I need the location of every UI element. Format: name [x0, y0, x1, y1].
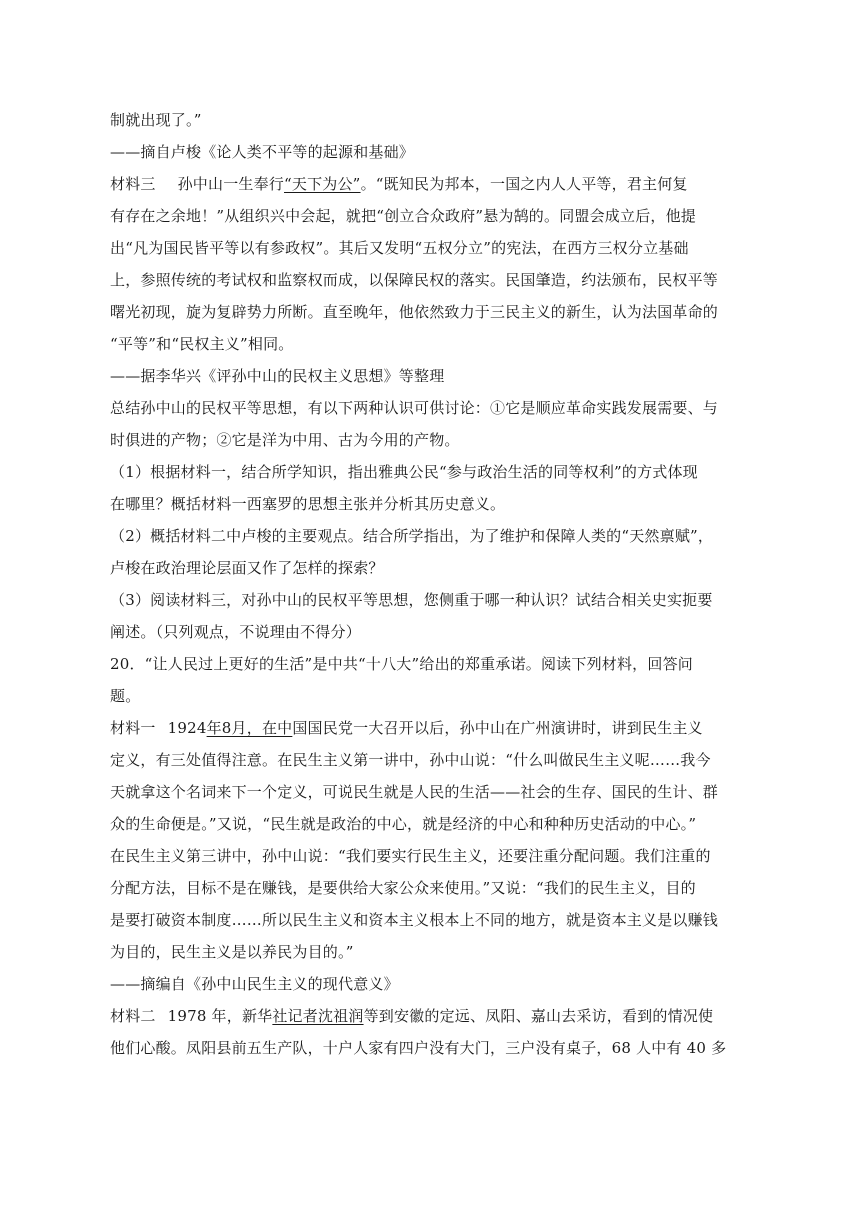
text-span: 卢梭在政治理论层面又作了怎样的探索？ [110, 559, 384, 577]
material-1-heading [110, 712, 760, 744]
text-span: 在哪里？概括材料一西塞罗的思想主张并分析其历史意义。 [110, 495, 506, 513]
text-span: 题。 [110, 687, 141, 705]
document-body [110, 104, 760, 1064]
text-line [110, 424, 760, 456]
text-span: 。“既知民为邦本，一国之内人人平等，君主何复 [360, 175, 688, 193]
material-2-heading [110, 1000, 760, 1032]
material-3-heading [110, 168, 760, 200]
material-label: 材料二 [110, 1007, 156, 1025]
text-line [110, 328, 760, 360]
underlined-text: 社记者沈祖润 [272, 1007, 364, 1025]
text-span: 出“凡为国民皆平等以有参政权”。其后又发明“五权分立”的宪法，在西方三权分立基础 [110, 239, 689, 257]
text-line [110, 872, 760, 904]
question-2 [110, 520, 760, 552]
text-span: 定义，有三处值得注意。在民生主义第一讲中，孙中山说：“什么叫做民生主义呢……我今 [110, 751, 711, 769]
text-line [110, 200, 760, 232]
text-line [110, 264, 760, 296]
text-span: 为目的，民生主义是以养民为目的。” [110, 943, 354, 961]
text-span: 制就出现了。” [110, 111, 202, 129]
text-span: ——摘自卢梭《论人类不平等的起源和基础》 [110, 143, 415, 161]
text-span: 20．“让人民过上更好的生活”是中共“十八大”给出的郑重承诺。阅读下列材料，回答问 [110, 655, 693, 673]
text-line [110, 904, 760, 936]
text-span: “平等”和“民权主义”相同。 [110, 335, 294, 353]
text-span: 总结孙中山的民权平等思想，有以下两种认识可供讨论：①它是顺应革命实践发展需要、与 [110, 399, 719, 417]
text-line [110, 552, 760, 584]
text-span: ——据李华兴《评孙中山的民权主义思想》等整理 [110, 367, 445, 385]
text-line [110, 1032, 760, 1064]
source-citation [110, 360, 760, 392]
text-span: 阐述。（只列观点，不说理由不得分） [110, 623, 361, 641]
text-line [110, 808, 760, 840]
underlined-text: “天下为公” [284, 175, 361, 193]
text-span: 国国民党一大召开以后，孙中山在广州演讲时，讲到民生主义 [292, 719, 703, 737]
source-citation [110, 136, 760, 168]
text-span: 时俱进的产物；②它是洋为中用、古为今用的产物。 [110, 431, 460, 449]
text-line [110, 104, 760, 136]
text-line [110, 392, 760, 424]
text-line [110, 936, 760, 968]
text-span: ——摘编自《孙中山民生主义的现代意义》 [110, 975, 399, 993]
text-span: 天就拿这个名词来下一个定义，可说民生就是人民的生活——社会的生存、国民的生计、群 [110, 783, 719, 801]
text-span: 分配方法，目标不是在赚钱，是要供给大家公众来使用。”又说：“我们的民生主义，目的 [110, 879, 696, 897]
text-span: 上，参照传统的考试权和监察权而成，以保障民权的落实。民国肇造，约法颁布，民权平等 [110, 271, 719, 289]
text-span: 1924 [167, 719, 207, 737]
text-line [110, 296, 760, 328]
text-span: 他们心酸。凤阳县前五生产队，十户人家有四户没有大门，三户没有桌子，68 人中有 40 多 [110, 1039, 727, 1057]
text-line [110, 744, 760, 776]
text-span: 曙光初现，旋为复辟势力所断。直至晚年，他依然致力于三民主义的新生，认为法国革命的 [110, 303, 719, 321]
text-line [110, 232, 760, 264]
text-line [110, 488, 760, 520]
text-line [110, 840, 760, 872]
text-span: 等到安徽的定远、凤阳、嘉山去采访，看到的情况使 [363, 1007, 714, 1025]
question-1 [110, 456, 760, 488]
text-span: （2）概括材料二中卢梭的主要观点。结合所学指出，为了维护和保障人类的“天然禀赋”， [110, 527, 714, 545]
text-line [110, 680, 760, 712]
text-span: 是要打破资本制度……所以民生主义和资本主义根本上不同的地方，就是资本主义是以赚钱 [110, 911, 719, 929]
text-span: 在民生主义第三讲中，孙中山说：“我们要实行民生主义，还要注重分配问题。我们注重的 [110, 847, 711, 865]
source-citation [110, 968, 760, 1000]
text-span: 有存在之余地！”从组织兴中会起，就把“创立合众政府”悬为鹄的。同盟会成立后，他提 [110, 207, 697, 225]
text-span: （3）阅读材料三，对孙中山的民权平等思想，您侧重于哪一种认识？试结合相关史实扼要 [110, 591, 713, 609]
underlined-text: 年8月，在中 [206, 719, 293, 737]
text-span: 孙中山一生奉行 [177, 175, 285, 193]
material-label: 材料三 [110, 175, 156, 193]
text-line [110, 776, 760, 808]
text-span: 1978 年，新华 [167, 1007, 273, 1025]
question-3 [110, 584, 760, 616]
question-20 [110, 648, 760, 680]
material-label: 材料一 [110, 719, 156, 737]
text-line [110, 616, 760, 648]
text-span: 众的生命便是。”又说，“民生就是政治的中心，就是经济的中心和种种历史活动的中心。” [110, 815, 697, 833]
text-span: （1）根据材料一，结合所学知识，指出雅典公民“参与政治生活的同等权利”的方式体现 [110, 463, 698, 481]
